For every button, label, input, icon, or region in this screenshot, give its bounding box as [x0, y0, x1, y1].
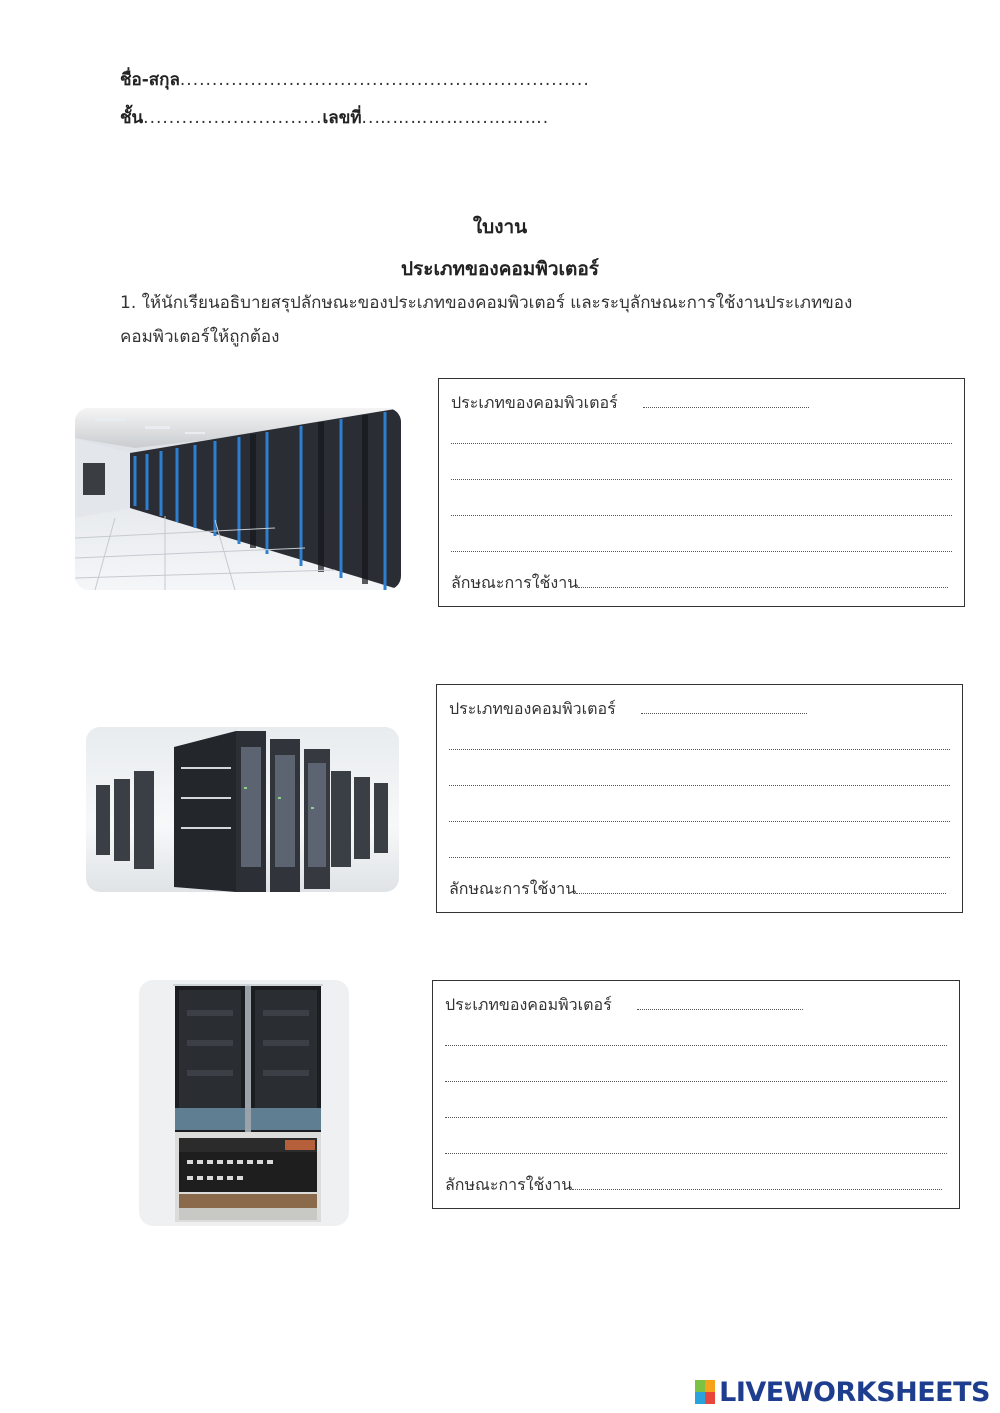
- liveworksheets-mark-icon: [695, 1380, 715, 1404]
- description-line-1[interactable]: [449, 733, 950, 750]
- class-number-line: [120, 104, 549, 131]
- description-line-3[interactable]: [449, 805, 950, 822]
- description-line-3[interactable]: [451, 499, 952, 516]
- answer-card-3: [432, 980, 960, 1209]
- supercomputer-photo-icon: [75, 408, 401, 590]
- instruction-text: 1. ให้นักเรียนอธิบายสรุปลักษณะของประเภทของคอมพิวเตอร์ และระบุลักษณะการใช้งานประเภทของคอมพิวเตอร์ให้ถูกต้อง: [120, 293, 853, 347]
- description-line-4[interactable]: [449, 841, 950, 858]
- description-line-1[interactable]: [445, 1029, 947, 1046]
- name-line: [120, 66, 590, 93]
- usage-answer-field[interactable]: [576, 877, 946, 894]
- page-subtitle: ประเภทของคอมพิวเตอร์: [401, 258, 599, 280]
- usage-answer-field[interactable]: [578, 571, 948, 588]
- description-line-2[interactable]: [451, 463, 952, 480]
- answer-card-2: [436, 684, 963, 913]
- description-line-4[interactable]: [451, 535, 952, 552]
- type-label: ประเภทของคอมพิวเตอร์: [449, 699, 616, 718]
- description-line-2[interactable]: [449, 769, 950, 786]
- description-line-4[interactable]: [445, 1137, 947, 1154]
- class-label: ชั้น: [120, 108, 144, 128]
- type-answer-field[interactable]: [641, 697, 807, 714]
- name-dots[interactable]: ................................................................: [179, 70, 590, 90]
- type-label: ประเภทของคอมพิวเตอร์: [451, 393, 618, 412]
- usage-label: ลักษณะการใช้งาน: [445, 1175, 573, 1194]
- liveworksheets-logo: [695, 1377, 990, 1407]
- name-label: ชื่อ-สกุล: [120, 70, 180, 90]
- answer-card-1: [438, 378, 965, 607]
- usage-answer-field[interactable]: [572, 1173, 942, 1190]
- type-label: ประเภทของคอมพิวเตอร์: [445, 995, 612, 1014]
- description-line-3[interactable]: [445, 1101, 947, 1118]
- description-line-1[interactable]: [451, 427, 952, 444]
- number-label: เลขที่: [322, 108, 362, 128]
- type-answer-field[interactable]: [643, 391, 809, 408]
- type-answer-field[interactable]: [637, 993, 803, 1010]
- number-dots[interactable]: ..……………….……….: [361, 108, 550, 128]
- class-dots[interactable]: ............................: [143, 108, 323, 128]
- usage-label: ลักษณะการใช้งาน: [451, 573, 579, 592]
- description-line-2[interactable]: [445, 1065, 947, 1082]
- minicomputer-photo-icon: [139, 980, 349, 1226]
- brand-text: LIVEWORKSHEETS: [719, 1376, 990, 1408]
- usage-label: ลักษณะการใช้งาน: [449, 879, 577, 898]
- page-title: ใบงาน: [472, 216, 528, 238]
- server-racks-photo-icon: [86, 727, 399, 892]
